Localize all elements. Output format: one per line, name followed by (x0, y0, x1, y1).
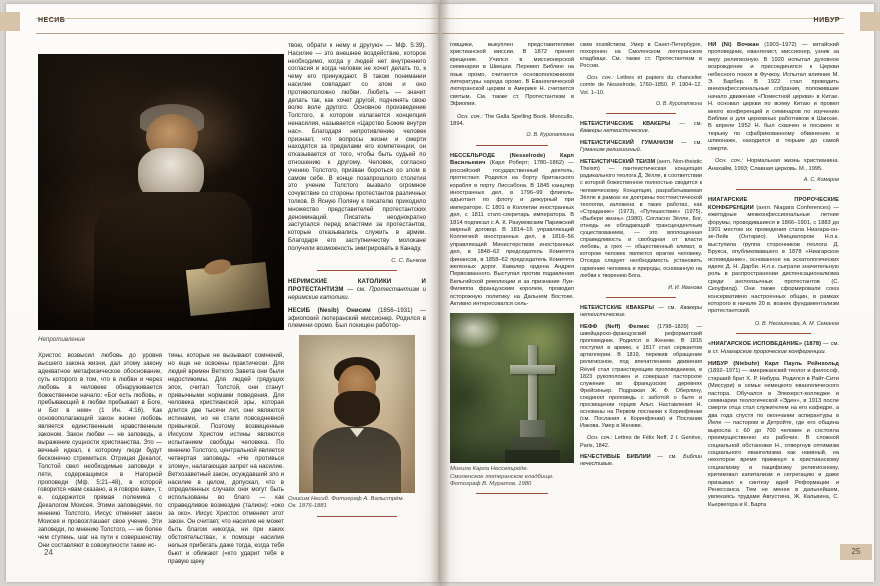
entry-headword: НИ (Ni) Вочжан (708, 42, 760, 48)
author-signature: И. И. Иванова (668, 284, 702, 291)
see-label: — см. (658, 304, 676, 311)
left-column-3 (288, 42, 426, 564)
article-separator (736, 189, 812, 190)
see-label: — см. в ст. (708, 341, 839, 355)
thumb-index-tab-left (0, 12, 20, 31)
entry-body: (1903–1972) — китайский проповедник, евангелист, миссионер, узник за веру религиозную. В 1920 испытал духовное возрождение и присоединился к Церкви небесного покоя в Фучжоу. Испытал влияние М. Э. Барбер. В 1922 стал проводить внеконфессиональные собрания, положившие начало движение «Поместной церкви» в Китае. Н. основал церкви по всему Китаю и провел много конференций и семинаров по изучению Библии и для церковных работников в Шанхае. В апреле 1952 Н. был схвачен и посажен в тюрьму по сфабрикованному обвинению в шпионаже, находился в тюрьме до самой смерти. (708, 42, 839, 152)
header-rule-bottom (36, 33, 438, 34)
author-signature: С. С. Бычков (391, 257, 426, 264)
entry-headword: НЕССЕЛЬРОДЕ (Nesselrode) Карл Васильевич (450, 152, 574, 167)
entry-neteisticheskie-kvakery (580, 121, 702, 135)
left-column-1 (38, 352, 162, 552)
osn-body: Lettres de Félix Neff. 2 t. Genève, Paris, 1842. (580, 435, 702, 449)
right-column-3 (708, 42, 839, 570)
entry-nesib-continuation: говщики, выкуплен представителями христианской миссии. В 1872 принял крещение. Учился в миссионерской семинарии в Швеции. Перевел Библию на язык оромо, считается основоположником литературы народа оромо. В Евангелической лютеранской церкви в Америке Н. считается святым. См. также ст. Протестантизм в Эфиопии. (450, 42, 574, 108)
entry-nerimskie-katoliki (288, 278, 426, 301)
osn-body: Нормальная жизнь христианина. Анахайм, 1993; Славная церковь. М., 1995. (708, 158, 839, 172)
right-column-1 (450, 42, 574, 566)
entry-headword: НЕТЕИСТИЧЕСКИЙ ГУМАНИЗМ (580, 139, 674, 146)
article-separator (476, 145, 548, 146)
article-separator (606, 113, 677, 114)
entry-body: (англ. Non-theistic Theism) — пантеистическая концепция радикального теолога Д. Зёлле, в соответствии с которой божественное полностью сводится к человеческому. Концепция, разрабатываемая Зёлле в рамках ее доктрины посттеистической теологии, изложена в таких работах, как «Страдание» (1973), «Путешествие» (1975), «Выбери жизнь» (1980). Согласно Зёлле, Бог, отнюдь не обладающий трансцендентным существованием, — это воплощенная справедливость и свободная от власти любовь, а грех — общественный климат, в котором человек является врагом человеку. Отсюда следует необходимость установить гармонию человека и природы, основанную на любви к творению Бога. (580, 159, 702, 279)
author-signature: А. С. Комаров (803, 176, 839, 183)
entry-niagarskoe-ispovedanie (708, 341, 839, 356)
page-number-right: 25 (840, 544, 872, 560)
osn-label: Осн. соч.: (457, 113, 483, 120)
entry-nesselrode-continuation: ским хозяйством. Умер в Санкт-Петербурге, похоронен на Смоленском лютеранском кладбище. См. также ст. Протестантизм в России. (580, 42, 702, 70)
left-column-2 (168, 352, 284, 574)
entry-headword: НЕТЕИСТИЧЕСКИЕ КВАКЕРЫ (580, 120, 671, 127)
see-label: — см. (680, 139, 702, 146)
painting-caption: Непротивление (38, 336, 86, 343)
cross-reference: Протестантизм и неримские католики. (288, 286, 426, 301)
cross-reference: Гуманизм религиозный. (580, 147, 642, 154)
article-separator (606, 297, 677, 298)
main-works (580, 75, 702, 96)
entry-headword: НИБУР (Niebuhr) Карл Пауль Рейнхольд (708, 361, 839, 368)
entry-nesselrode (450, 153, 574, 309)
author-signature: О. В. Куропаткина (526, 132, 574, 139)
entry-niagarskie-konferencii (708, 197, 839, 316)
entry-headword: НИАГАРСКИЕ ПРОРОЧЕСКИЕ КОНФЕРЕНЦИИ (708, 197, 839, 211)
entry-neff (580, 324, 702, 430)
article-separator (476, 493, 548, 494)
entry-headword: «НИАГАРСКОЕ ИСПОВЕДАНИЕ» (1878) (708, 341, 822, 348)
painting-vignette (38, 54, 284, 330)
osn-label: Осн. соч.: (587, 75, 614, 82)
entry-nechestivye-biblii (580, 454, 702, 468)
entry-headword: НЕСИБ (Nesib) Онисим (288, 306, 371, 314)
osn-label: Осн. соч.: (587, 435, 613, 442)
guide-word-right: НИБУР (813, 17, 840, 24)
page-number-left: 24 (44, 548, 53, 557)
entry-headword: НЕТЕИСТИЧЕСКИЙ ТЕИЗМ (580, 159, 656, 166)
entry-body: (англ. Niagara Conferences) — ежегодные межконфессиональные летние форумы, проводившиеся в 1866–1901, с 1883 до 1901 местом их проведения стала Ниагара-он-зе-Лейк (Онтарио). Инициатором Н.п.к. выступила группа сторонников теолога Д. Брукса, опубликовавшего в 1878 «Ниагарское исповедание», основанное на эсхатологических идеях Д. Н. Дарби. Н.п.к. сыграли значительную роль в распространении диспенсационализма среди англоязычных протестантов (С. Скоуфилд). Они также сформировали союз консервативно настроенных общин, в рамках которого в начале 20 в. возник фундаментализм протестантский. (708, 204, 839, 315)
entry-headword: НЕЧЕСТИВЫЕ БИБЛИИ (580, 453, 651, 460)
photo-caption: Онисим Несиб. Фотограф А. Вальстрём. Ок. 1876-1881 (288, 496, 405, 510)
osn-body: The Galla Spelling Book. Moncullo, 1894. (450, 113, 574, 128)
entry-headword: НЕРИМСКИЕ КАТОЛИКИ И ПРОТЕСТАНТИЗМ (288, 278, 426, 294)
guide-word-left: НЕСИБ (38, 17, 66, 24)
header-rule-top (442, 18, 844, 19)
entry-neteisticheskiy-teizm (580, 159, 702, 280)
photo-vignette (299, 335, 415, 493)
cross-reference: Квакеры нетеистические. (580, 127, 650, 134)
header-rule-top (36, 18, 438, 19)
entry-neteisticheskiy-gumanizm (580, 140, 702, 154)
photo-vignette (450, 313, 574, 463)
entry-body: (1892–1971) — американский теолог и философ, старший брат Х. Р. Нибура. Родился в Райт-Сити (Миссури) в семье немецкого евангелического пастора. Обучался в Элмхерст-колледже и семинарии теологической «Эден», в 1913 после смерти отца стал служителем на его кафедре, а два года спустя по окончании аспирантуры в Йеле — пастором в Детройте, где его община выросла с 60 до 700 человек и состояла преимущественно из рабочих. В сложной социальной обстановке Н., отвергнув оптимизм социального евангелизма как наивный, на некоторое время примкнул к христианскому социализму и пацифизму религиозному, критиковал капитализм и сегрегацию и даже призывал к синтезу идей Реформации и Ренессанса. Тем не менее в дальнейшем, увлекаясь трудами Августина, Ж. Кальвина, С. Кьеркегора и К. Барта (708, 368, 839, 508)
entry-nibur (708, 361, 839, 509)
thumb-index-tab-right (860, 12, 880, 31)
cross-reference: Ниагарские пророческие конференции. (720, 348, 827, 355)
osn-body: Lettres et papiers du chancelier comte de Nesselrode, 1760–1850. P. 1904–12. Vol. 1–10. (580, 75, 702, 96)
header-rule-bottom (442, 33, 844, 34)
main-works (450, 114, 574, 129)
photo-caption: Могила Карла Нессельроде. Смоленское лютеранское кладбище. Фотограф В. Муратов. 1980 (450, 466, 554, 487)
article-neprotivlenie-text: Христос возвысил любовь до уровня высшего закона жизни, дал этому закону адекватное метафизическое обоснование, суть которого в том, что в любви и через любовь в человеке обнаруживается божественное начало: «Бог есть любовь, и пребывающий в любви пребывает в Боге, и Бог в нем» (1 Ин. 4:16). Как основополагающий закон жизни любовь является единственным нравственным законом. Закон любви — не заповедь, а выражение сущности христианства. Это — вечный идеал, к которому люди будут бесконечно стремиться. Отрицая Декалог, Толстой свел необходимые заповеди к пяти, содержащимся в Нагорной проповеди (Мф. 5:21–48), в которой говорится «вам сказано, а я говорю вам», т. е. содержится прямая полемика с Декалогом Моисея. Этими заповедями, по мнению Толстого, Иисус отменяет закон Моисея и провозглашает свое учение. Эти заповеди, по мнению Толстого, — не более чем ступень, шаг на пути к совершенству. Они составляют в совокупности такие ис- (38, 352, 162, 549)
author-signature: О. В. Несмиянова, А. М. Семанов (754, 320, 839, 327)
article-separator (317, 516, 397, 517)
entry-body: (1798–1829) — швейцарско-французский реформатский проповедник. Родился в Женеве. В 1815 поступил в армию, к 1817 стал сержантом артиллерии. В 1819, пережив обращение религиозное, под впечатлением движения Réveil стал странствующим проповедником, в 1823 рукоположен и совершал пасторское служение во французских деревнях Фрейсиньер. Подражая Ж. Ф. Оберлину, соединял проповедь с заботой о быте и просвещении горцев Альп. Наставления Н. основаны на Первом послании к Коринфянам (см. Послания к Коринфянам) и Послании Иакова. Умер в Женеве. (580, 324, 702, 430)
right-column-2 (580, 42, 702, 570)
see-label: — см. (679, 120, 702, 127)
entry-body: (Карл Роберт; 1780–1862) — российский государственный деятель, протестант. Родился на борту британского корабля в порту Лиссабона. В 1845 канцлер иностранных дел, в 1796–99 флигель-адъютант по флоту и дежурный при императоре. С 1801 в Коллегии иностранных дел, с 1811 статс-секретарь императора. В 1814 подписал с А. К. Разумовским Парижский мирный договор. В 1814–16 управляющий Коллегией иностранных дел, в 1816–56 управляющий Министерством иностранных дел, в 1848–62 председатель Комитета финансов, в 1858–62 председатель Комитета железных дорог. Кавалер ордена Андрея Первозванного. Выступал против подавления Бельгийской революции и за признание Луи-Филиппа французским королем, проводил осторожную политику на Дальнем Востоке. Активно интересовался сель- (450, 160, 574, 307)
osn-label: Осн. соч.: (715, 158, 743, 165)
see-label: — см. (657, 453, 677, 460)
tolstoy-painting (38, 54, 284, 330)
entry-ni (708, 42, 839, 153)
main-works (708, 158, 839, 173)
main-works (580, 435, 702, 449)
author-signature: О. В. Куропаткина (655, 100, 702, 107)
article-separator (317, 270, 397, 271)
article-neprotivlenie-text: твою, обрати к нему и другую» — Мф. 5:39). Насилие — это внешнее воздействие, которое необходимо, когда у людей нет внутреннего согласия и когда человек не хочет делать то, к чему его принуждают. В таком понимании насилие совпадает со злом и оно противоположно любви. Любить — значит делать так, как хочет другой, подчинять свою волю воле другого. Основное произведение Толстого, в котором излагается концепция ненасилия, называется «Царство Божие внутри нас». Благодаря непротивлению человек признает, что вопросы жизни и смерти находятся за пределами его компетенции, он отказывается от того, чтобы быть судьей по отношению к другому. Человек, согласно учению Толстого, призван бороться со злом в самом себе. В конце позапрошлого столетия это учение Толстого вызвало огромное сочувствие со стороны протестантов различных толков. В Ясную Поляну к писателю приходило множество представителей протестантских деноминаций. Писатель неоднократно заступался перед властями за протестантов, которые отказывались служить в армии. Благодаря его заступничеству молокане получили возможность эмигрировать в Канаду. (288, 42, 426, 252)
nesib-portrait-photo (299, 335, 415, 493)
entry-neteistskie-kvakery (580, 305, 702, 319)
entry-body: (1856–1931) — эфиопский лютеранский миссионер. Родился в племени оромо. Был похищен работор- (288, 306, 426, 330)
cross-reference: Библии нечестивые. (580, 453, 702, 467)
article-neprotivlenie-text: тины, которые не вызывают сомнений, но еще не освоены практически. Для людей времен Ветхого Завета они были недостижимы. Для людей грядущих эпох, считал Толстой, они станут привычными нормами поведения. Для человека христианской эры, которая длится две тысячи лет, они являются истинами, но не стали повседневной привычкой. Поэтому возвещенные Иисусом Христом истины являются испытанием свободы человека. По мнению Толстого, центральной является четвертая заповедь: «Не противься злому», налагающая запрет на насилие. Ветхозаветный закон, осуждавший зло и насилие в целом, допускал, что в определенных случаях они могут быть использованы во благо — как справедливое возмездие (талион): «око за око». Иисус Христос отменяет этот закон. Он считает, что насилие не может быть благом никогда, ни при каких обстоятельствах, к помощи насилия нельзя прибегать даже тогда, когда тебя бьют и обижают («кто ударит тебя в правую щеку (168, 352, 284, 565)
nesselrode-grave-photo (450, 313, 574, 463)
cross-reference: Квакеры нетеистические. (580, 304, 702, 318)
entry-headword: НЕФФ (Neff) Феликс (580, 324, 650, 330)
see-label: — см. (347, 286, 366, 294)
entry-nesib (288, 307, 426, 330)
article-separator (736, 333, 812, 334)
entry-headword: НЕТЕИСТСКИЕ КВАКЕРЫ (580, 304, 654, 311)
